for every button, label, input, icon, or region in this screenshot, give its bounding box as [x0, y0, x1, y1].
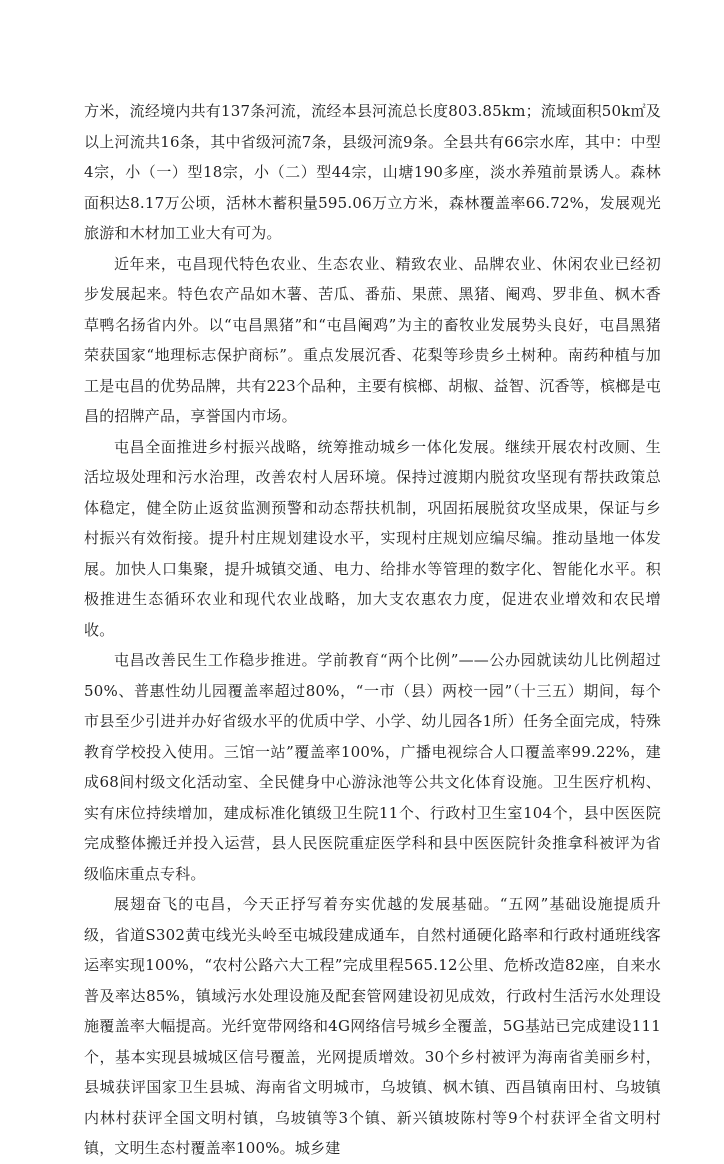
document-body: [84, 96, 661, 1164]
paragraph-water-forest-resources: 方米，流经境内共有137条河流，流经本县河流总长度803.85km；流域面积50k㎡及以上河流共16条，其中省级河流7条，县级河流9条。全县共有66宗水库，其中：中型4宗，小（一）型18宗，小（二）型44宗，山塘190多座，淡水养殖前景诱人。森林面积达8.17万公顷，活林木蓄积量595.06万立方米，森林覆盖率66.72%，发展观光旅游和木材加工业大有可为。: [84, 102, 661, 242]
paragraph-development-foundation: 展翅奋飞的屯昌，今天正抒写着夯实优越的发展基础。“五网”基础设施提质升级，省道S302黄屯线光头岭至屯城段建成通车，自然村通硬化路率和行政村通班线客运率实现100%，“农村公路六大工程”完成里程565.12公里、危桥改造82座，自来水普及率达85%，镇域污水处理设施及配套管网建设初见成效，行政村生活污水处理设施覆盖率大幅提高。光纤宽带网络和4G网络信号城乡全覆盖，5G基站已完成建设111个，基本实现县城城区信号覆盖，光网提质增效。30个乡村被评为海南省美丽乡村，县城获评国家卫生县城、海南省文明城市，乌坡镇、枫木镇、西昌镇南田村、乌坡镇内林村获评全国文明村镇，乌坡镇等3个镇、新兴镇坡陈村等9个村获评全省文明村镇，文明生态村覆盖率100%。城乡建: [84, 895, 661, 1157]
paragraph-modern-agriculture: 近年来，屯昌现代特色农业、生态农业、精致农业、品牌农业、休闲农业已经初步发展起来。特色农产品如木薯、苦瓜、番茄、果蔗、黑猪、阉鸡、罗非鱼、枫木香草鸭名扬省内外。以“屯昌黑猪”和“屯昌阉鸡”为主的畜牧业发展势头良好，屯昌黑猪荣获国家“地理标志保护商标”。重点发展沉香、花梨等珍贵乡土树种。南药种植与加工是屯昌的优势品牌，共有223个品种，主要有槟榔、胡椒、益智、沉香等，槟榔是屯昌的招牌产品，享誉国内市场。: [84, 254, 661, 425]
paragraph-livelihood-improvement: 屯昌改善民生工作稳步推进。学前教育“两个比例”——公办园就读幼儿比例超过50%、普惠性幼儿园覆盖率超过80%，“一市（县）两校一园”（十三五）期间，每个市县至少引进并办好省级水平的优质中学、小学、幼儿园各1所）任务全面完成，特殊教育学校投入使用。三馆一站”覆盖率100%，广播电视综合人口覆盖率99.22%，建成68间村级文化活动室、全民健身中心游泳池等公共文化体育设施。卫生医疗机构、实有床位持续增加，建成标准化镇级卫生院11个、行政村卫生室104个，县中医医院完成整体搬迁并投入运营，县人民医院重症医学科和县中医医院针灸推拿科被评为省级临床重点专科。: [84, 651, 661, 883]
paragraph-rural-revitalization: 屯昌全面推进乡村振兴战略，统筹推动城乡一体化发展。继续开展农村改厕、生活垃圾处理和污水治理，改善农村人居环境。保持过渡期内脱贫攻坚现有帮扶政策总体稳定，健全防止返贫监测预警和动态帮扶机制，巩固拓展脱贫攻坚成果，保证与乡村振兴有效衔接。提升村庄规划建设水平，实现村庄规划应编尽编。推动垦地一体发展。加快人口集聚，提升城镇交通、电力、给排水等管理的数字化、智能化水平。积极推进生态循环农业和现代农业战略，加大支农惠农力度，促进农业增效和农民增收。: [84, 437, 661, 639]
